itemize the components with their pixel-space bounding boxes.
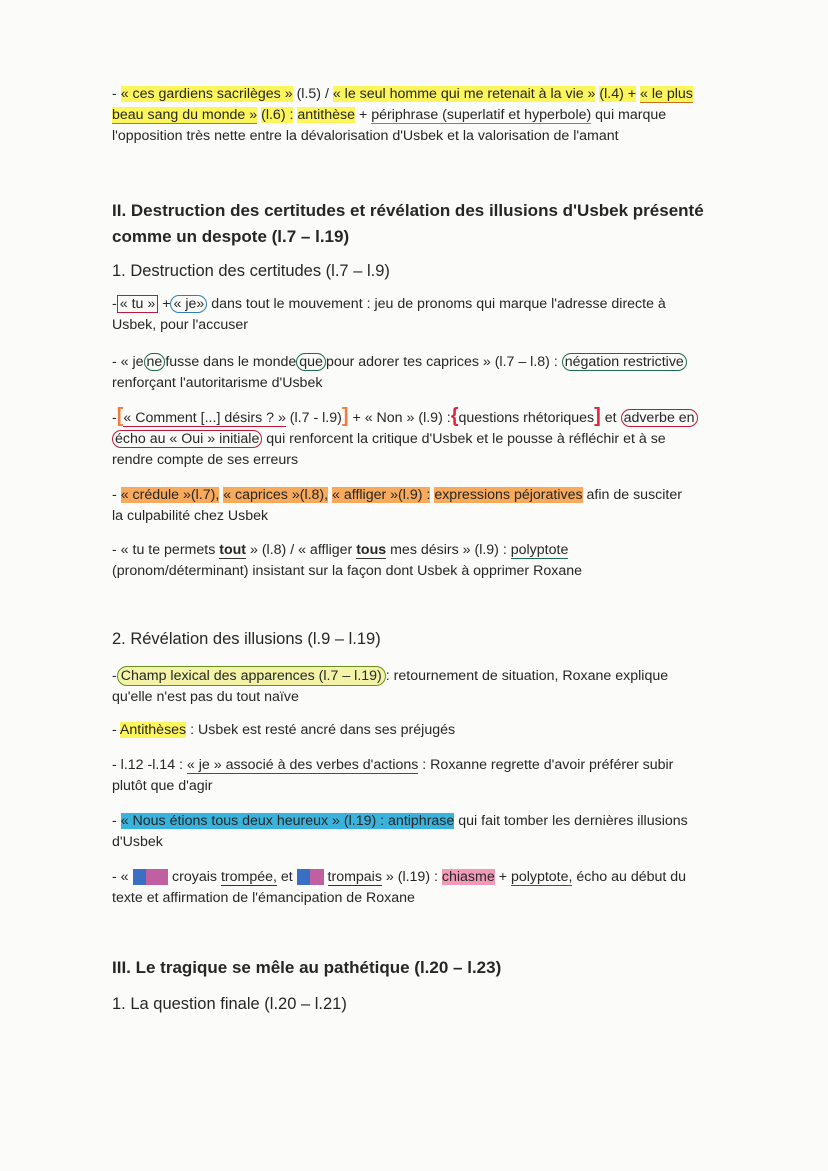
word-je-text: je — [185, 296, 197, 312]
quote-mark: » — [196, 296, 205, 312]
text: - l.12 -l.14 : — [112, 757, 183, 773]
point-questions — [112, 406, 742, 471]
quote-seul-homme: « le seul homme qui me retenait à la vie » — [332, 86, 596, 102]
dash: - — [112, 813, 117, 829]
word-tu: « tu » — [117, 295, 159, 313]
text: afin de susciter — [586, 487, 682, 503]
bracket-close-red: ] — [594, 405, 601, 427]
bracket-open-orange: [ — [116, 405, 124, 427]
term-expressions-pejoratives: expressions péjoratives — [434, 487, 583, 503]
text: Usbek, pour l'accuser — [112, 317, 248, 333]
text: pour adorer tes caprices » (l.7 – l.8) : — [325, 354, 558, 370]
ref: (l.7), — [190, 487, 220, 503]
word-tous: tous — [356, 542, 387, 558]
section-2-title — [112, 198, 732, 250]
ref: (l.9) : — [418, 410, 451, 426]
point-pejoratives — [112, 485, 742, 527]
text: » (l.8) / « affliger — [250, 542, 353, 558]
text: d'Usbek — [112, 834, 163, 850]
point-chiasme — [112, 867, 742, 909]
point-pronoms — [112, 294, 742, 336]
quote-mark: « — [173, 296, 182, 312]
dash: - — [112, 410, 117, 426]
term-questions-rhetoriques: questions rhétoriques — [458, 410, 595, 426]
dash: - — [112, 487, 117, 503]
ref: (l.9) : — [398, 487, 431, 503]
word-te-highlighted: te — [310, 869, 323, 885]
text: - « — [112, 869, 129, 885]
text: qui fait tomber les dernières illusions — [458, 813, 688, 829]
word-credule: « crédule » — [120, 487, 191, 503]
ref: (l.7 - l.9) — [289, 410, 342, 426]
subsection-3-1-title: 1. La question finale (l.20 – l.21) — [112, 995, 347, 1013]
text: croyais — [172, 869, 217, 885]
term-je-verbes: « je » associé à des verbes d'actions — [186, 757, 419, 773]
text: : Usbek est resté ancré dans ses préjugés — [190, 722, 456, 738]
text: dans tout le mouvement : jeu de pronoms qui marque l'adresse directe à — [211, 296, 666, 312]
text: (pronom/déterminant) insistant sur la façon dont Usbek à opprimer Roxane — [112, 563, 582, 579]
word-affliger: « affliger » — [332, 487, 399, 503]
word-que: que — [296, 353, 326, 371]
text: - « tu te permets — [112, 542, 216, 558]
ref: (l.6) : — [261, 107, 294, 123]
section-2-title-line1: II. Destruction des certitudes et révélation des illusions d'Usbek présenté — [112, 201, 704, 220]
subsection-2-2-title: 2. Révélation des illusions (l.9 – l.19) — [112, 630, 381, 648]
dash: - — [112, 86, 117, 102]
ref: (l.5) / — [296, 86, 329, 102]
bracket-open-red: { — [450, 405, 459, 427]
text: fusse dans le monde — [165, 354, 297, 370]
term-polyptote: polyptote — [510, 542, 569, 558]
quote-non: « Non » — [364, 410, 415, 426]
text: qui renforcent la critique d'Usbek et le pousse à réfléchir et à se — [266, 431, 666, 447]
term-antiphrase: « Nous étions tous deux heureux » (l.19) : antiphrase — [120, 813, 455, 829]
plus: + — [498, 869, 507, 885]
text: - « je — [112, 354, 144, 370]
plus: + — [352, 410, 361, 426]
word-ne: ne — [144, 353, 166, 371]
term-echo-oui: écho au « Oui » initiale — [112, 430, 262, 448]
plus: + — [358, 107, 368, 123]
text: texte et affirmation de l'émancipation de Roxane — [112, 890, 415, 906]
text: renforçant l'autoritarisme d'Usbek — [112, 375, 323, 391]
word-je-highlighted: je — [297, 869, 309, 885]
point-polyptote — [112, 540, 742, 582]
word-tout: tout — [219, 542, 247, 558]
dash: - — [112, 722, 117, 738]
term-champ-lexical: Champ lexical des apparences (l.7 – l.19) — [117, 666, 386, 686]
term-negation-restrictive: négation restrictive — [562, 353, 687, 371]
word-trompee: trompée, — [220, 869, 277, 885]
point-champ-lexical — [112, 666, 742, 708]
subsection-2-1-title: 1. Destruction des certitudes (l.7 – l.9) — [112, 262, 390, 280]
dash: - — [112, 668, 117, 684]
term-polyptote-2: polyptote, — [510, 869, 573, 885]
word-caprices: « caprices » — [223, 487, 300, 503]
text: » (l.19) : — [385, 869, 438, 885]
term-periphrase: périphrase (superlatif et hyperbole) — [371, 107, 592, 123]
text: écho au début du — [576, 869, 687, 885]
term-chiasme: chiasme — [441, 869, 495, 885]
point-verbes-action — [112, 755, 742, 797]
plus: + — [162, 296, 171, 312]
quote-gardiens: « ces gardiens sacrilèges » — [120, 86, 293, 102]
point-negation — [112, 352, 742, 394]
dash: - — [112, 296, 117, 312]
text: qui marque — [595, 107, 667, 123]
quote-beau-sang-a: « le plus — [640, 86, 693, 102]
term-adverbe: adverbe en — [621, 409, 698, 427]
intro-block — [112, 84, 742, 147]
point-antitheses — [112, 720, 742, 741]
word-trompais: trompais — [327, 869, 382, 885]
text: mes désirs » (l.9) : — [390, 542, 507, 558]
text: plutôt que d'agir — [112, 778, 213, 794]
quote-beau-sang-b: beau sang du monde » — [112, 107, 258, 123]
ref: (l.8), — [299, 487, 329, 503]
text: et — [280, 869, 293, 885]
intro-paragraph — [112, 84, 742, 147]
word-je — [170, 295, 207, 313]
bracket-close-orange: ] — [341, 405, 349, 427]
text: rendre compte de ses erreurs — [112, 452, 299, 468]
point-antiphrase — [112, 811, 742, 853]
ref: (l.4) + — [599, 86, 637, 102]
text: l'opposition très nette entre la dévalorisation d'Usbek et la valorisation de l'amant — [112, 128, 619, 144]
term-antithese: antithèse — [297, 107, 355, 123]
text: : retournement de situation, Roxane explique — [385, 668, 669, 684]
text: : Roxanne regrette d'avoir préférer subir — [422, 757, 674, 773]
text: qu'elle n'est pas du tout naïve — [112, 689, 299, 705]
text: la culpabilité chez Usbek — [112, 508, 269, 524]
text: et — [604, 410, 617, 426]
word-me-highlighted: me — [147, 869, 168, 885]
section-3-title: III. Le tragique se mêle au pathétique (l.20 – l.23) — [112, 958, 502, 977]
word-tu-highlighted: tu — [133, 869, 146, 885]
section-2-title-line2: comme un despote (l.7 – l.19) — [112, 227, 350, 246]
term-antitheses: Antithèses — [119, 722, 187, 738]
quote-comment: « Comment [...] désirs ? » — [123, 410, 286, 426]
